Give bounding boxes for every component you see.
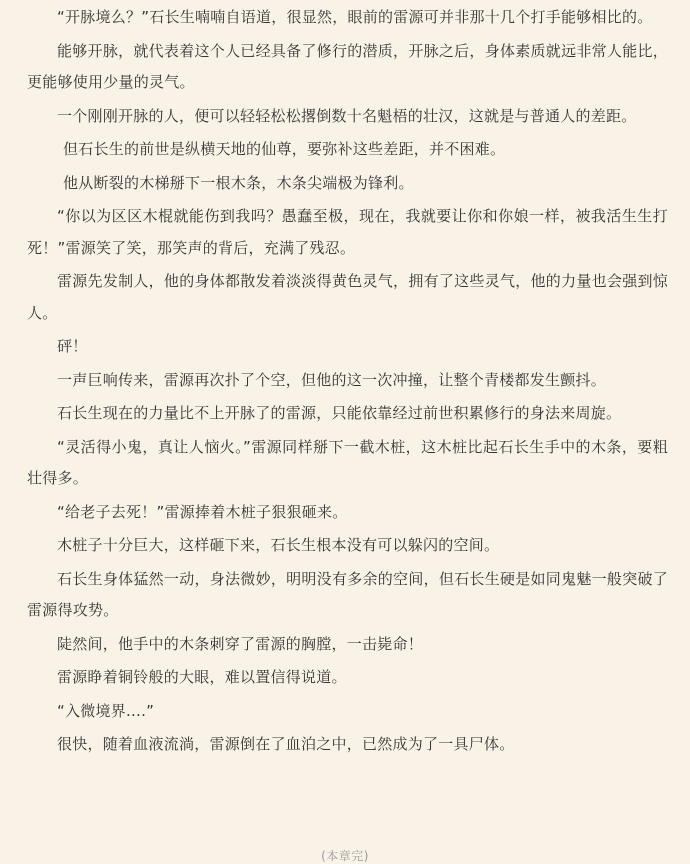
paragraph: 雷源先发制人，他的身体都散发着淡淡得黄色灵气，拥有了这些灵气，他的力量也会强到惊人。	[27, 272, 668, 322]
paragraph: 陡然间，他手中的木条刺穿了雷源的胸膛，一击毙命！	[57, 634, 424, 653]
paragraph: “灵活得小鬼，真让人恼火。”雷源同样掰下一截木桩，这木桩比起石长生手中的木条，要粗壮得多。	[27, 437, 668, 487]
paragraph: 砰！	[57, 337, 88, 355]
paragraph: 木桩子十分巨大，这样砸下来，石长生根本没有可以躲闪的空间。	[57, 536, 500, 554]
paragraph: 能够开脉，就代表着这个人已经具备了修行的潜质，开脉之后，身体素质就远非常人能比，更能够使用少量的灵气。	[27, 41, 668, 91]
paragraph: 他从断裂的木梯掰下一根木条，木条尖端极为锋利。	[63, 173, 414, 192]
paragraph: 雷源睁着铜铃般的大眼，难以置信得说道。	[57, 668, 347, 686]
paragraph: 一声巨响传来，雷源再次扑了个空，但他的这一次冲撞，让整个青楼都发生颤抖。	[57, 370, 607, 389]
paragraph: 石长生身体猛然一动，身法微妙，明明没有多余的空间，但石长生硬是如同鬼魅一般突破了雷源得攻势。	[27, 569, 668, 619]
paragraph: “给老子去死！”雷源捧着木桩子狠狠砸来。	[57, 502, 348, 521]
paragraph: 很快，随着血液流淌，雷源倒在了血泊之中，已然成为了一具尸体。	[57, 735, 515, 753]
paragraph: 但石长生的前世是纵横天地的仙尊，要弥补这些差距，并不困难。	[63, 140, 506, 158]
paragraph: 石长生现在的力量比不上开脉了的雷源，只能依靠经过前世积累修行的身法来周旋。	[57, 404, 622, 422]
paragraph: “你以为区区木棍就能伤到我吗？愚蠢至极，现在，我就要让你和你娘一样，被我活生生打死！”雷源笑了笑，那笑声的背后，充满了残忍。	[27, 207, 668, 257]
chapter-end-note: (本章完)	[321, 849, 369, 863]
paragraph: 一个刚刚开脉的人，便可以轻轻松松撂倒数十名魁梧的壮汉，这就是与普通人的差距。	[57, 106, 637, 125]
paragraph: “开脉境么？”石长生喃喃自语道，很显然，眼前的雷源可并非那十几个打手能够相比的。	[57, 8, 653, 26]
paragraph: “入微境界....”	[57, 701, 155, 720]
